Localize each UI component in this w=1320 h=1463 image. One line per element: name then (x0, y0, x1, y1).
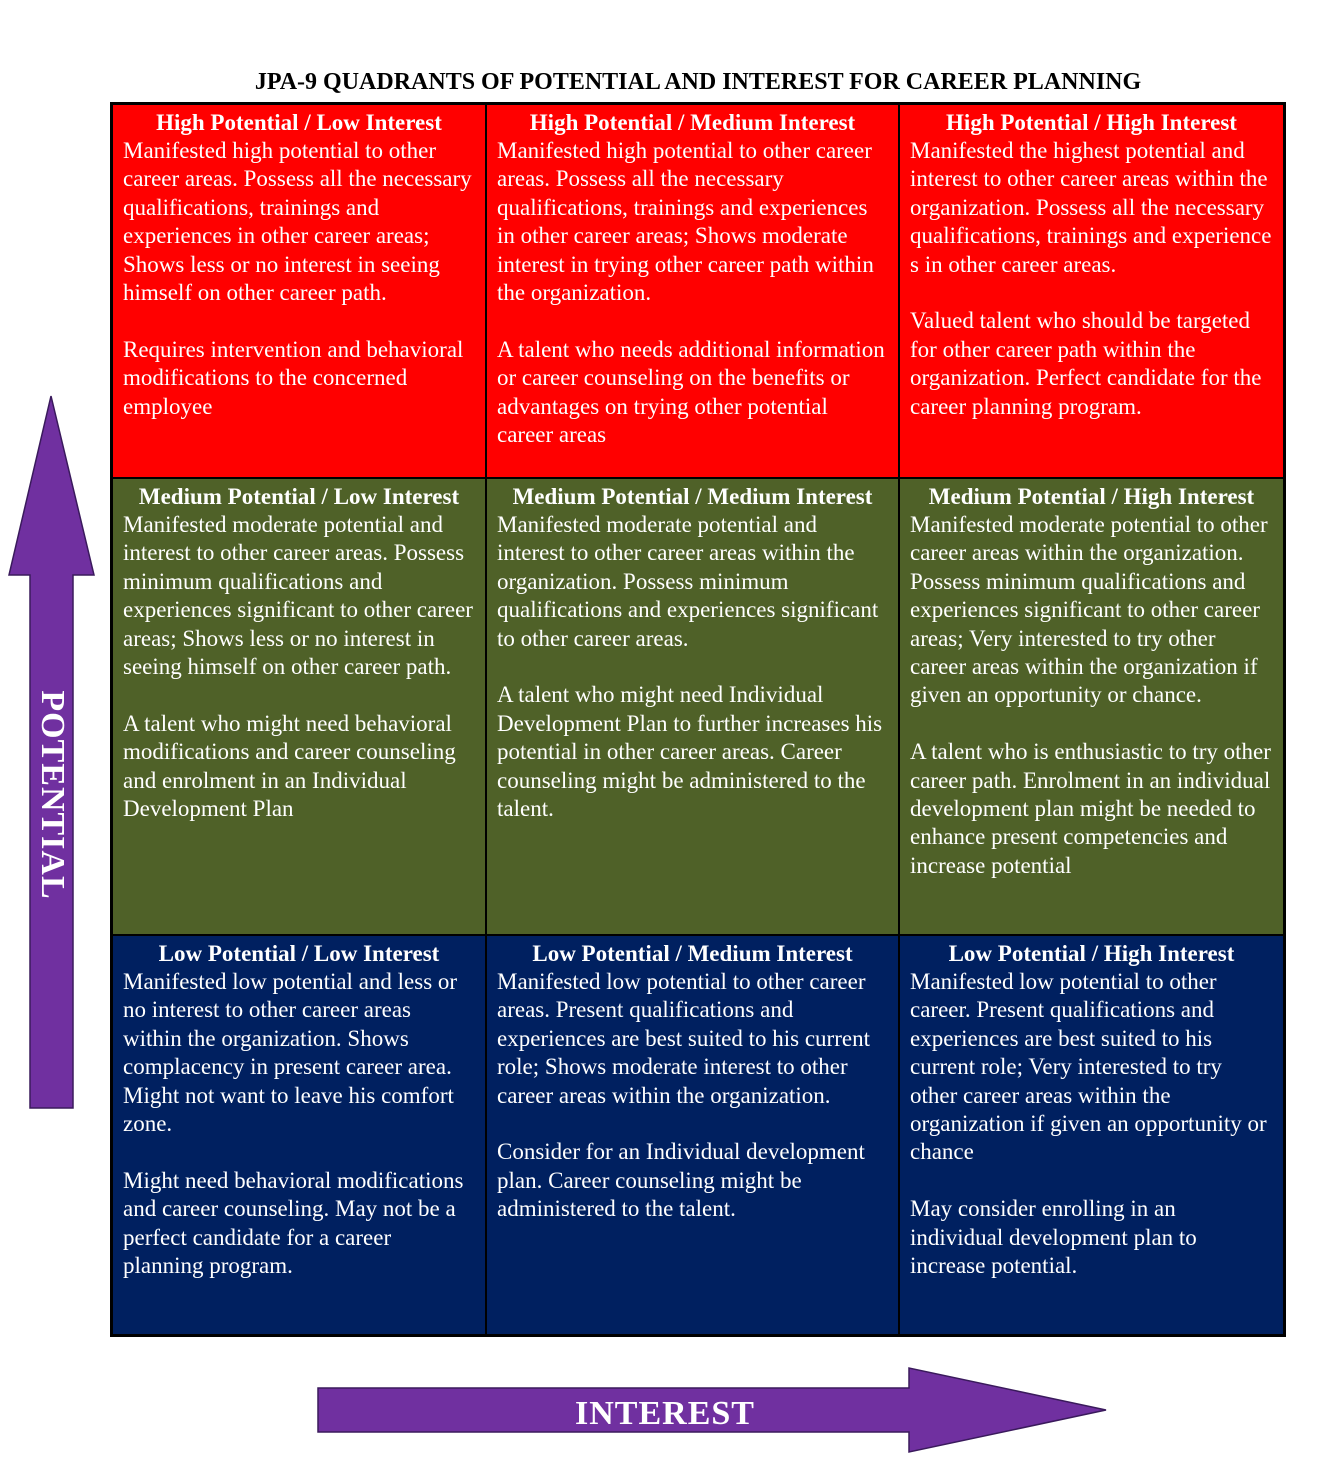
quadrant-description: Manifested moderate potential to other career areas within the organization. Possess minimum qualifications and experiences significant to other career areas; Very interested to try other career areas within the organization if given an opportunity or chance. (910, 512, 1268, 708)
quadrant-medium-potential-medium-interest (487, 479, 898, 934)
quadrant-recommendation: A talent who might need behavioral modifications and career counseling and enrolment in an Individual Development Plan (123, 710, 456, 822)
quadrant-title: High Potential / High Interest (946, 110, 1237, 135)
quadrant-low-potential-high-interest (900, 936, 1283, 1334)
quadrant-title: Low Potential / Medium Interest (532, 941, 853, 966)
quadrant-title: Medium Potential / High Interest (928, 484, 1255, 509)
quadrant-description: Manifested moderate potential and interest to other career areas. Possess minimum qualifications and experiences significant to other career areas; Shows less or no interest in seeing himself on other career path. (123, 512, 473, 680)
quadrant-description: Manifested moderate potential and interest to other career areas within the organization. Possess minimum qualifications and experiences significant to other career areas. (497, 512, 879, 651)
quadrant-description: Manifested low potential to other career. Present qualifications and experiences are best suited to his current role; Very interested to try other career areas within the organization if given an opportunity or chance (910, 969, 1267, 1165)
quadrant-medium-potential-high-interest (900, 479, 1283, 934)
quadrant-recommendation: Consider for an Individual development plan. Career counseling might be administered to the talent. (497, 1139, 865, 1222)
quadrant-recommendation: Might need behavioral modifications and career counseling. May not be a perfect candidate for a career planning program. (123, 1167, 464, 1279)
quadrant-recommendation: A talent who needs additional information or career counseling on the benefits or advantages on trying other potential career areas (497, 336, 885, 448)
quadrant-recommendation: A talent who is enthusiastic to try other career path. Enrolment in an individual development plan might be needed to enhance present competencies and increase potential (910, 739, 1271, 878)
quadrant-high-potential-high-interest (900, 105, 1283, 477)
quadrant-recommendation: May consider enrolling in an individual development plan to increase potential. (910, 1196, 1197, 1279)
quadrant-low-potential-low-interest (113, 936, 485, 1334)
quadrant-description: Manifested high potential to other career areas. Possess all the necessary qualifications, trainings and experiences in other career areas; Shows moderate interest in trying other career path within the organization. (497, 138, 874, 306)
quadrant-grid (110, 102, 1286, 1337)
quadrant-title: High Potential / Medium Interest (529, 110, 856, 135)
quadrant-high-potential-medium-interest (487, 105, 898, 477)
quadrant-medium-potential-low-interest (113, 479, 485, 934)
quadrant-recommendation: Requires intervention and behavioral modifications to the concerned employee (123, 336, 464, 419)
diagram-title: JPA-9 QUADRANTS OF POTENTIAL AND INTEREST FOR CAREER PLANNING (254, 69, 1142, 95)
quadrant-high-potential-low-interest (113, 105, 485, 477)
quadrant-recommendation: Valued talent who should be targeted for other career path within the organization. Perfect candidate for the career planning program. (910, 308, 1262, 419)
quadrant-description: Manifested the highest potential and interest to other career areas within the organization. Possess all the necessary qualifications, trainings and experience s in other career areas. (910, 138, 1272, 277)
quadrant-title: Low Potential / Low Interest (158, 941, 440, 966)
potential-axis-label: POTENTIAL (34, 690, 71, 900)
quadrant-description: Manifested low potential to other career areas. Present qualifications and experiences are best suited to his current role; Shows moderate interest to other career areas within the organization. (497, 969, 870, 1108)
quadrant-title: Medium Potential / Medium Interest (512, 484, 873, 509)
quadrant-description: Manifested high potential to other career areas. Possess all the necessary qualifications, trainings and experiences in other career areas; Shows less or no interest in seeing himself on other career path. (123, 138, 472, 306)
interest-axis-label: INTEREST (575, 1395, 755, 1432)
quadrant-low-potential-medium-interest (487, 936, 898, 1334)
quadrant-title: Medium Potential / Low Interest (138, 484, 460, 509)
quadrant-title: High Potential / Low Interest (156, 110, 442, 135)
quadrant-recommendation: A talent who might need Individual Development Plan to further increases his potential in other career areas. Career counseling might be administered to the talent. (497, 682, 883, 822)
quadrant-title: Low Potential / High Interest (948, 941, 1235, 966)
quadrant-description: Manifested low potential and less or no interest to other career areas within the organization. Shows complacency in present career area. Might not want to leave his comfort zone. (123, 969, 458, 1137)
